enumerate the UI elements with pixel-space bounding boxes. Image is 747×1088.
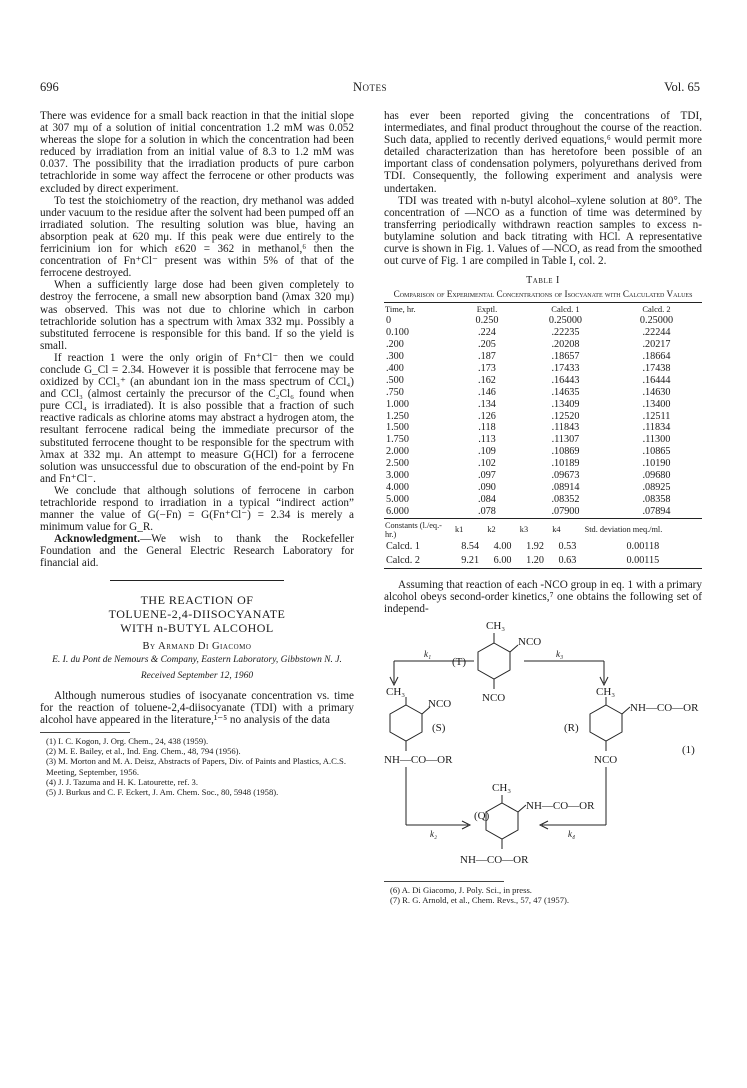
footnote: (2) M. E. Bailey, et al., Ind. Eng. Chem., 48, 794 (1956). [46,746,241,757]
table-header-row [384,303,702,316]
footnote: (4) J. J. Tazuma and H. K. Latourette, ref. 3. [46,776,198,787]
table-row [384,351,702,363]
scheme-k3: k₃ [556,648,564,659]
table-row [384,315,702,327]
table-cell: .20217 [642,339,671,351]
constants-cell: 0.63 [558,554,577,566]
table-row [384,327,702,339]
author: By Armand Di Giacomo [142,640,252,652]
scheme-S-ch3: CH₃ [386,685,406,698]
scheme-R-nco: NCO [594,753,618,766]
table-cell: .118 [478,422,496,434]
constants-table [384,519,702,569]
table-cell: .173 [478,362,496,374]
received-date: Received September 12, 1960 [140,670,254,681]
table-cell: .08358 [642,493,671,505]
table-cell: .10190 [642,458,671,470]
table-cell: 0 [386,315,392,327]
table-cell: .08352 [551,493,580,505]
col-header-k3: k3 [519,525,529,535]
affiliation: E. I. du Pont de Nemours & Company, Eastern Laboratory, Gibbstown N. J. [52,654,342,665]
footnote: (3) M. Morton and M. A. Deisz, Abstracts of Papers, Div. of Paints and Plastics, A.C.S. Meeting, September, 1956. [46,756,346,777]
table-row [384,422,702,434]
table-cell: .126 [478,410,496,422]
table-cell: .200 [386,339,404,351]
table-cell: .12511 [642,410,671,422]
col-header-k1: k1 [454,525,464,535]
left-paragraph: If reaction 1 were the only origin of Fn⁺Cl⁻ then we could conclude G_Cl = 2.34. However it is possible that ferrocene may be oxidized by CCl₃⁺ (an abundant ion in the mass spectrum of CCl₄) and CCl₃ (almost certainly the precursor of the C₂Cl₆ found when pure CCl₄ is irradiated). It is also possible that a fraction of such reactive radicals as chlorine atoms may abstract a hydrogen atom, the resultant ferrocene radical being the immediate precursor of the substituted ferrocene thought to be responsible for the spectrum with λmax at 332 mμ. An attempt to measure G(HCl) for a ferrocene solution was unsuccessful due to obscuration of the end-point by Fn and Fn⁺Cl⁻. [40,351,354,485]
table-row [384,470,702,482]
article-intro: Although numerous studies of isocyanate concentration vs. time for the reaction of toluene-2,4-diisocyanate (TDI) with a primary alcohol have appeared in the literature,¹⁻⁵ no analysis of the data [40,689,354,726]
table-cell: .205 [478,339,496,351]
table-cell: .084 [478,493,496,505]
table-cell: .18657 [551,351,580,363]
table-cell: .12520 [551,410,580,422]
article-divider [110,580,284,581]
table-cell: .162 [478,374,496,386]
constants-row [384,540,702,554]
table-cell: .08925 [642,482,671,493]
ack-text: —We wish to thank the Rockefeller Foundation and the General Electric Research Laboratory for financial aid. [40,533,354,570]
table-cell: 0.250 [475,315,499,327]
benzene-ring-Q [486,803,518,839]
constants-cell: 4.00 [493,540,512,552]
table-cell: .750 [386,386,404,398]
acknowledgment [40,533,354,569]
table-row [384,482,702,494]
scheme-k2: k₂ [430,828,438,839]
table-row [384,494,702,506]
scheme-S-label: (S) [432,721,446,734]
table-cell: 4.000 [386,482,409,493]
table-cell: .08914 [551,482,580,493]
constants-header-row [384,519,702,540]
volume-label: Vol. 65 [664,80,700,94]
equation-number: (1) [682,743,695,756]
left-paragraph: When a sufficiently large dose had been given completely to destroy the ferrocene, a small new absorption band (λmax 320 mμ) was observed. This was not due to chlorine which in carbon tetrachloride solution has a spectrum with λmax 332 mμ. Possibly a substituted ferrocene is responsible for this band. If so the yield is small. [40,279,354,352]
table-cell: .113 [478,434,496,446]
scheme-R-sub: NH—CO—OR [630,701,699,714]
scheme-T-label: (T) [452,655,467,668]
table-cell: .16443 [551,374,580,386]
right-paragraph: TDI was treated with n-butyl alcohol–xylene solution at 80°. The concentration of —NCO as a function of time was determined by transferring periodically withdrawn reaction samples to excess n-butylamine solution and back titrating with HCl. A representative curve is shown in Fig. 1. Values of —NCO, as read from the smoothed out curve of Fig. 1 are compiled in Table I, col. 2. [384,194,702,268]
table-cell: .11843 [551,422,580,434]
table-cell: 1.000 [386,398,409,410]
table-row [384,339,702,351]
page-header [40,80,700,96]
benzene-ring-T [478,643,510,679]
constants-cell: 1.92 [526,540,544,552]
title-line: TOLUENE-2,4-DIISOCYANATE [108,606,286,621]
constants-cell: 9.21 [461,554,480,566]
left-paragraph: There was evidence for a small back reaction in that the initial slope at 307 mμ of a solution of initial concentration 1.2 mM was 0.052 whereas the slope for a solution in which the concentration had been reduced by irradiation from an initial value of 8.3 to 1.2 mM was 0.037. The possibility that the irradiation products of pure carbon tetrachloride in some way affect the ferrocene or other products was excluded by direct experiment. [40,110,354,195]
table-row [384,411,702,423]
table-cell: .11300 [642,434,671,446]
right-paragraph: Assuming that reaction of each -NCO group in eq. 1 with a primary alcohol obeys second-order kinetics,⁷ one obtains the following set of independ- [384,578,702,615]
table-cell: .102 [478,458,496,470]
col-header-calcd1: Calcd. 1 [551,304,580,315]
table-cell: .22244 [642,327,671,339]
left-paragraph: We conclude that although solutions of ferrocene in carbon tetrachloride respond to irradiation in a typical “indirect action” manner the value of G(−Fn) = G(Fn⁺Cl⁻) = 2.34 is merely a minimum value for G_R. [40,484,354,534]
table-cell: .109 [478,446,496,458]
col-header-exptl: Exptl. [476,304,498,315]
constants-cell: 0.53 [558,540,577,552]
section-title: Notes [352,80,388,94]
scheme-R-label: (R) [564,721,579,734]
footnote: (6) A. Di Giacomo, J. Poly. Sci., in press. [390,884,532,895]
table-row [384,434,702,446]
scheme-Q-ch3: CH₃ [492,781,512,794]
constants-cell: 8.54 [461,540,480,552]
table-cell: .11834 [642,422,671,434]
table-row [384,387,702,399]
table-cell: .07900 [551,505,580,517]
col-header-constants: Constants (l./eq.-hr.) [385,520,442,539]
table-cell: 2.500 [386,458,409,470]
table-cell: .20208 [551,339,580,351]
table-cell: .10865 [642,446,671,458]
table-cell: 0.100 [386,327,409,339]
constants-row [384,554,702,568]
table-cell: .134 [478,398,496,410]
scheme-T-nco: NCO [482,691,506,704]
table-cell: .090 [478,482,496,493]
col-header-calcd2: Calcd. 2 [642,304,671,315]
data-table [384,302,702,518]
col-header-k2: k2 [487,525,496,535]
article-title [40,593,354,635]
table-cell: 0.25000 [639,315,674,327]
table-row [384,375,702,387]
table-cell: .078 [478,505,496,517]
table-row [384,399,702,411]
table-cell: .17438 [642,362,671,374]
table-row [384,446,702,458]
table-cell: 0.25000 [548,315,583,327]
scheme-T-ch3: CH₃ [486,619,506,632]
table-cell: .300 [386,351,404,363]
table-cell: 1.250 [386,410,409,422]
table-cell: .09673 [551,470,580,482]
table-cell: 2.000 [386,446,409,458]
constants-body [384,540,702,568]
title-line: WITH n-BUTYL ALCOHOL [120,620,274,635]
title-line: THE REACTION OF [140,592,254,607]
col-header-k4: k4 [552,525,561,535]
ack-heading: Acknowledgment. [54,533,141,546]
table-cell: .09680 [642,470,671,482]
table-label: Table I [526,275,560,287]
right-column [384,110,702,905]
table-cell: .13400 [642,398,671,410]
scheme-T-nco: NCO [518,635,542,648]
footnote-separator [384,881,504,882]
footnote: (5) J. Burkus and C. F. Eckert, J. Am. Chem. Soc., 80, 5948 (1958). [46,787,279,798]
constants-cell: Calcd. 2 [386,554,420,566]
scheme-S-sub: NH—CO—OR [384,753,453,766]
table-cell: 1.500 [386,422,409,434]
table-body [384,315,702,518]
constants-cell: Calcd. 1 [386,540,420,552]
table-cell: .13409 [551,398,580,410]
page-number: 696 [40,80,59,94]
table-cell: .500 [386,374,404,386]
scheme-Q-sub: NH—CO—OR [526,799,595,812]
table-cell: 6.000 [386,505,409,517]
table-cell: .10869 [551,446,580,458]
scheme-R-ch3: CH₃ [596,685,616,698]
table-cell: 5.000 [386,493,409,505]
table-row [384,506,702,518]
table-row [384,363,702,375]
constants-cell: 0.00118 [626,540,660,552]
benzene-ring-S [390,705,422,741]
table-cell: .18664 [642,351,671,363]
benzene-ring-R [590,705,622,741]
table-cell: .224 [478,327,496,339]
left-column [40,110,354,797]
scheme-k4: k₄ [568,828,576,839]
table-row [384,458,702,470]
table-cell: .14635 [551,386,580,398]
scheme-Q-sub: NH—CO—OR [460,853,529,866]
col-header-time: Time, hr. [385,304,416,315]
reaction-scheme [384,619,702,875]
constants-cell: 0.00115 [626,554,660,566]
scheme-S-nco: NCO [428,697,452,710]
table-cell: .07894 [642,505,671,517]
table-cell: .16444 [642,374,671,386]
left-paragraph: To test the stoichiometry of the reaction, dry methanol was added under vacuum to the residue after the solvent had been pumped off an irradiated solution. The resulting solution was blue, having an absorption peak at 620 mμ. If this peak were due entirely to the ferricinium ion for which ε620 = 362 in methanol,⁶ then the concentration of Fn⁺Cl⁻ present was within 5% of that of the ferrocene destroyed. [40,194,354,280]
table-cell: .11307 [551,434,580,446]
table-cell: 3.000 [386,470,409,482]
table-cell: .187 [478,351,496,363]
footnote: (7) R. G. Arnold, et al., Chem. Revs., 57, 47 (1957). [390,895,570,906]
footnote-separator [40,732,130,733]
table-cell: .10189 [551,458,580,470]
table-cell: .17433 [551,362,580,374]
table-cell: .400 [386,362,404,374]
scheme-k1: k₁ [424,648,432,659]
table-cell: 1.750 [386,434,409,446]
constants-cell: 6.00 [493,554,512,566]
footnote: (1) I. C. Kogon, J. Org. Chem., 24, 438 (1959). [46,736,209,747]
col-header-stddev: Std. deviation meq./ml. [584,525,663,535]
scheme-Q-label: (Q) [474,809,490,822]
constants-cell: 1.20 [526,554,544,566]
table-cell: .14630 [642,386,671,398]
table-cell: .22235 [551,327,580,339]
right-paragraph: has ever been reported giving the concentrations of TDI, intermediates, and final product throughout the course of the reaction. Such data, applied to recently derived equations,⁶ would permit more detailed characterization than has heretofore been possible of an important class of condensation polymers, polyurethans derived from TDI. Consequently, the following experiment and analysis were undertaken. [384,110,702,195]
table-cell: .146 [478,386,496,398]
table-cell: .097 [478,470,496,482]
table-caption: Comparison of Experimental Concentrations of Isocyanate with Calculated Values [393,289,693,300]
